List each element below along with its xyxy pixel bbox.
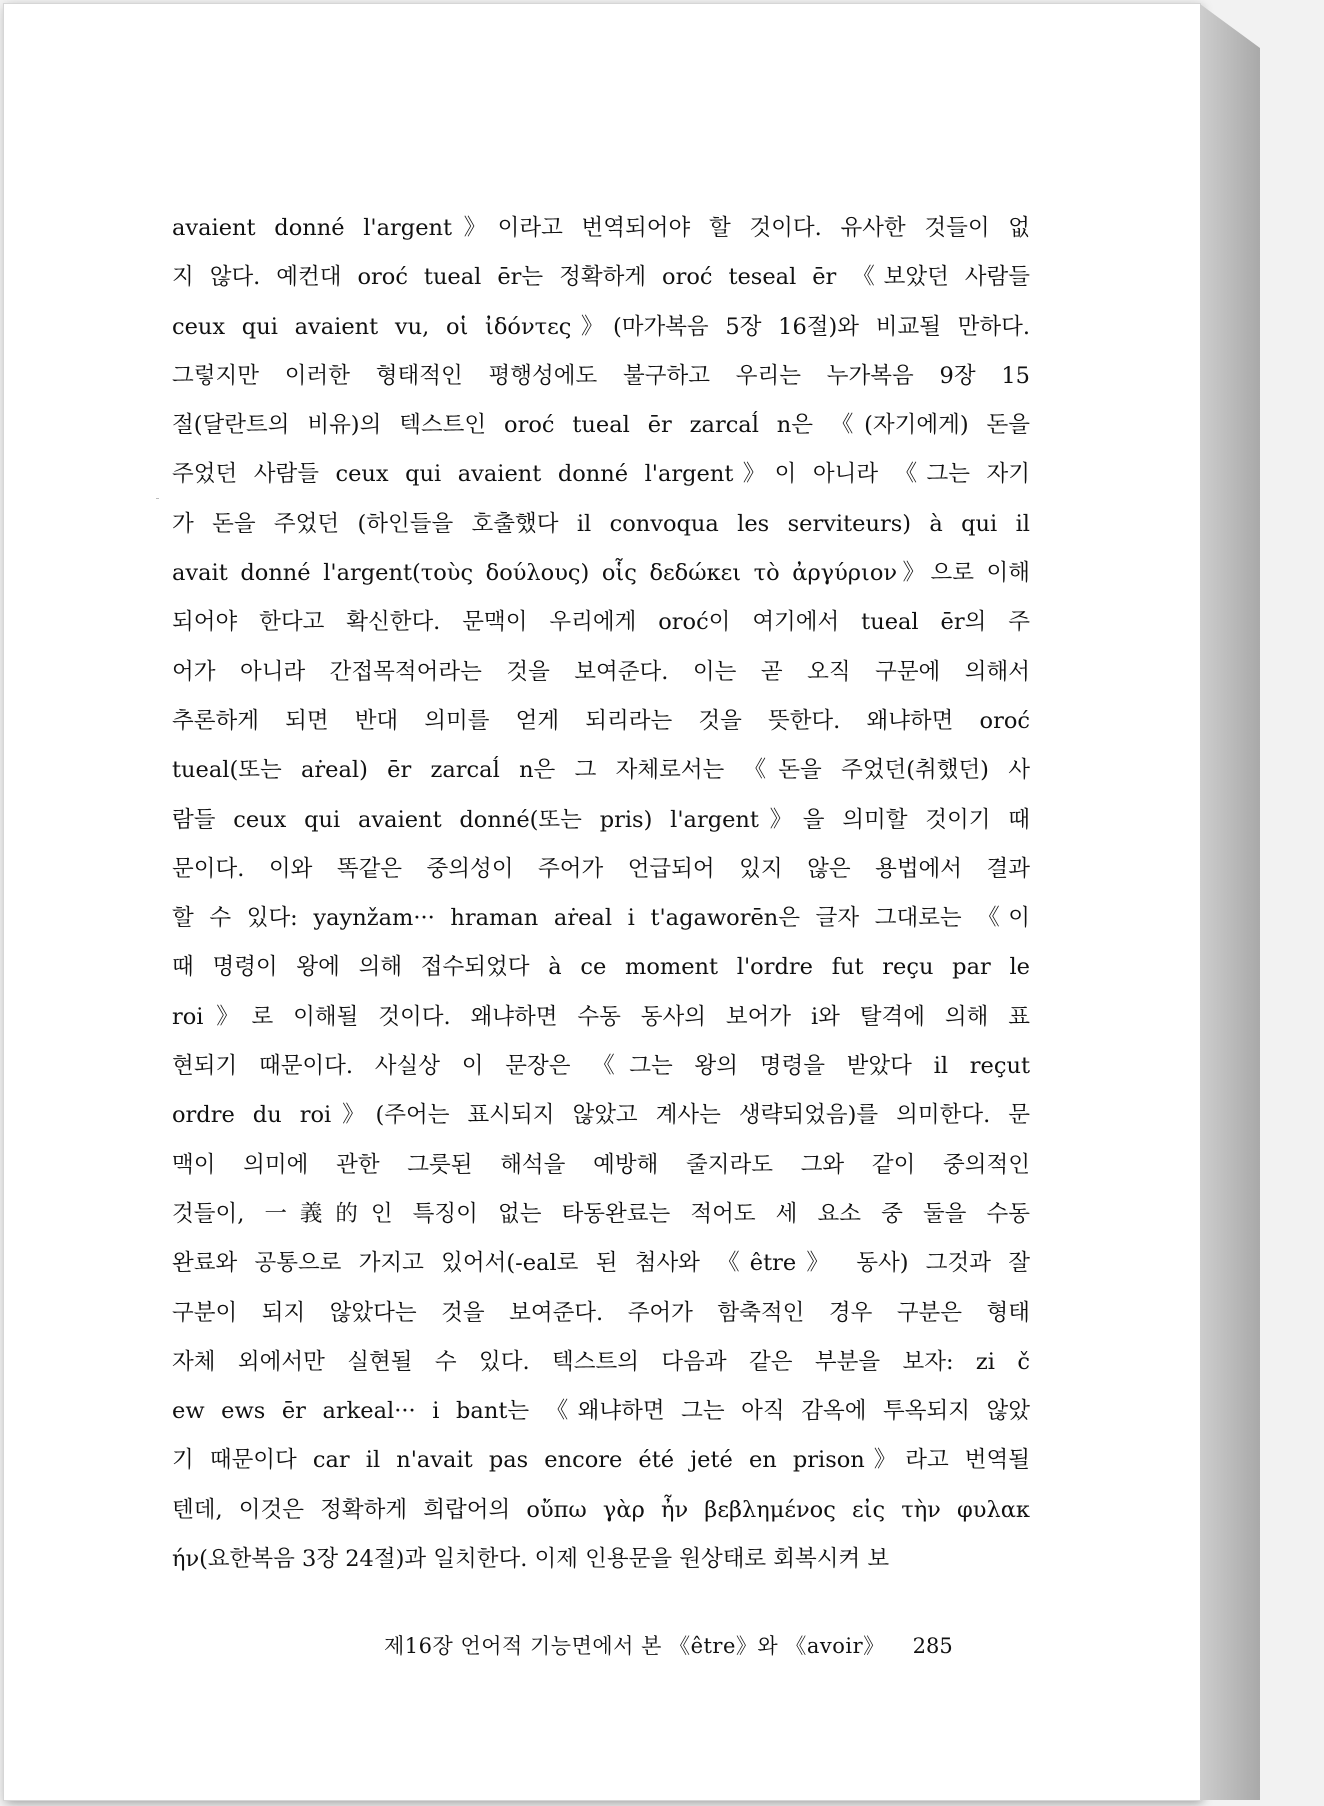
text-line: ordre du roi》(주어는 표시되지 않았고 계사는 생략되었음)를 의미한다. 문	[172, 1102, 1030, 1129]
text-line: 어가 아니라 간접목적어라는 것을 보여준다. 이는 곧 오직 구문에 의해서	[172, 658, 1030, 685]
text-line: ceux qui avaient vu, οἱ ἰδόντες》(마가복음 5장 16절)와 비교될 만하다.	[172, 313, 1030, 340]
text-line: avait donné l'argent(τοὺς δούλους) οἷς δεδώκει τὸ ἀργύριον》으로 이해	[172, 560, 1030, 587]
text-line: avaient donné l'argent》이라고 번역되어야 할 것이다. 유사한 것들이 없	[172, 215, 1030, 241]
text-line: ew ews ēr arkeal··· i bant는 《왜냐하면 그는 아직 감옥에 투옥되지 않았	[172, 1398, 1030, 1425]
book-page	[4, 4, 1200, 1800]
page-number: 285	[912, 1634, 953, 1658]
text-line: roi》로 이해될 것이다. 왜냐하면 수동 동사의 보어가 i와 탈격에 의해 표	[172, 1003, 1030, 1030]
text-line: 할 수 있다: yaynžam··· hraman aṙeal i t'agaworēn은 글자 그대로는 《이	[172, 905, 1030, 932]
text-line: 그렇지만 이러한 형태적인 평행성에도 불구하고 우리는 누가복음 9장 15	[172, 362, 1030, 389]
page-footer	[384, 1626, 1032, 1666]
book-edge	[1200, 4, 1260, 1800]
text-line: 때 명령이 왕에 의해 접수되었다 à ce moment l'ordre fut reçu par le	[172, 954, 1030, 981]
text-line: 맥이 의미에 관한 그릇된 해석을 예방해 줄지라도 그와 같이 중의적인	[172, 1151, 1030, 1178]
text-line: 자체 외에서만 실현될 수 있다. 텍스트의 다음과 같은 부분을 보자: zi č	[172, 1348, 1030, 1375]
body-text	[172, 204, 1030, 1584]
text-line: 완료와 공통으로 가지고 있어서(-eal로 된 첨사와 《être》 동사) 그것과 잘	[172, 1250, 1030, 1277]
margin-mark	[156, 498, 159, 499]
text-line: ήν(요한복음 3장 24절)과 일치한다. 이제 인용문을 원상태로 회복시켜 보	[172, 1546, 890, 1573]
text-line: 것들이, 一義的인 특징이 없는 타동완료는 적어도 세 요소 중 둘을 수동	[172, 1200, 1030, 1227]
text-line: tueal(또는 aṙeal) ēr zarcaĺ n은 그 자체로서는 《돈을 주었던(취했던) 사	[172, 757, 1030, 784]
text-line: 절(달란트의 비유)의 텍스트인 oroć tueal ēr zarcaĺ n은 《(자기에게) 돈을	[172, 412, 1030, 439]
text-line: 지 않다. 예컨대 oroć tueal ēr는 정확하게 oroć teseal ēr 《보았던 사람들	[172, 264, 1030, 291]
text-line: 기 때문이다 car il n'avait pas encore été jeté en prison》라고 번역될	[172, 1447, 1030, 1474]
chapter-title: 제16장 언어적 기능면에서 본 《être》와 《avoir》	[384, 1634, 885, 1658]
text-line: 문이다. 이와 똑같은 중의성이 주어가 언급되어 있지 않은 용법에서 결과	[172, 855, 1030, 882]
text-line: 텐데, 이것은 정확하게 희랍어의 οὔπω γὰρ ἦν βεβλημένος εἰς τὴν φυλακ	[172, 1496, 1030, 1523]
text-line: 주었던 사람들 ceux qui avaient donné l'argent》이 아니라 《그는 자기	[172, 461, 1030, 488]
text-line: 람들 ceux qui avaient donné(또는 pris) l'argent》을 의미할 것이기 때	[172, 806, 1030, 833]
text-line: 현되기 때문이다. 사실상 이 문장은 《그는 왕의 명령을 받았다 il reçut	[172, 1053, 1030, 1080]
text-line: 구분이 되지 않았다는 것을 보여준다. 주어가 함축적인 경우 구분은 형태	[172, 1299, 1030, 1326]
text-line: 되어야 한다고 확신한다. 문맥이 우리에게 oroć이 여기에서 tueal ēr의 주	[172, 609, 1030, 636]
text-line: 추론하게 되면 반대 의미를 얻게 되리라는 것을 뜻한다. 왜냐하면 oroć	[172, 707, 1030, 734]
text-line: 가 돈을 주었던 (하인들을 호출했다 il convoqua les serviteurs) à qui il	[172, 510, 1030, 537]
